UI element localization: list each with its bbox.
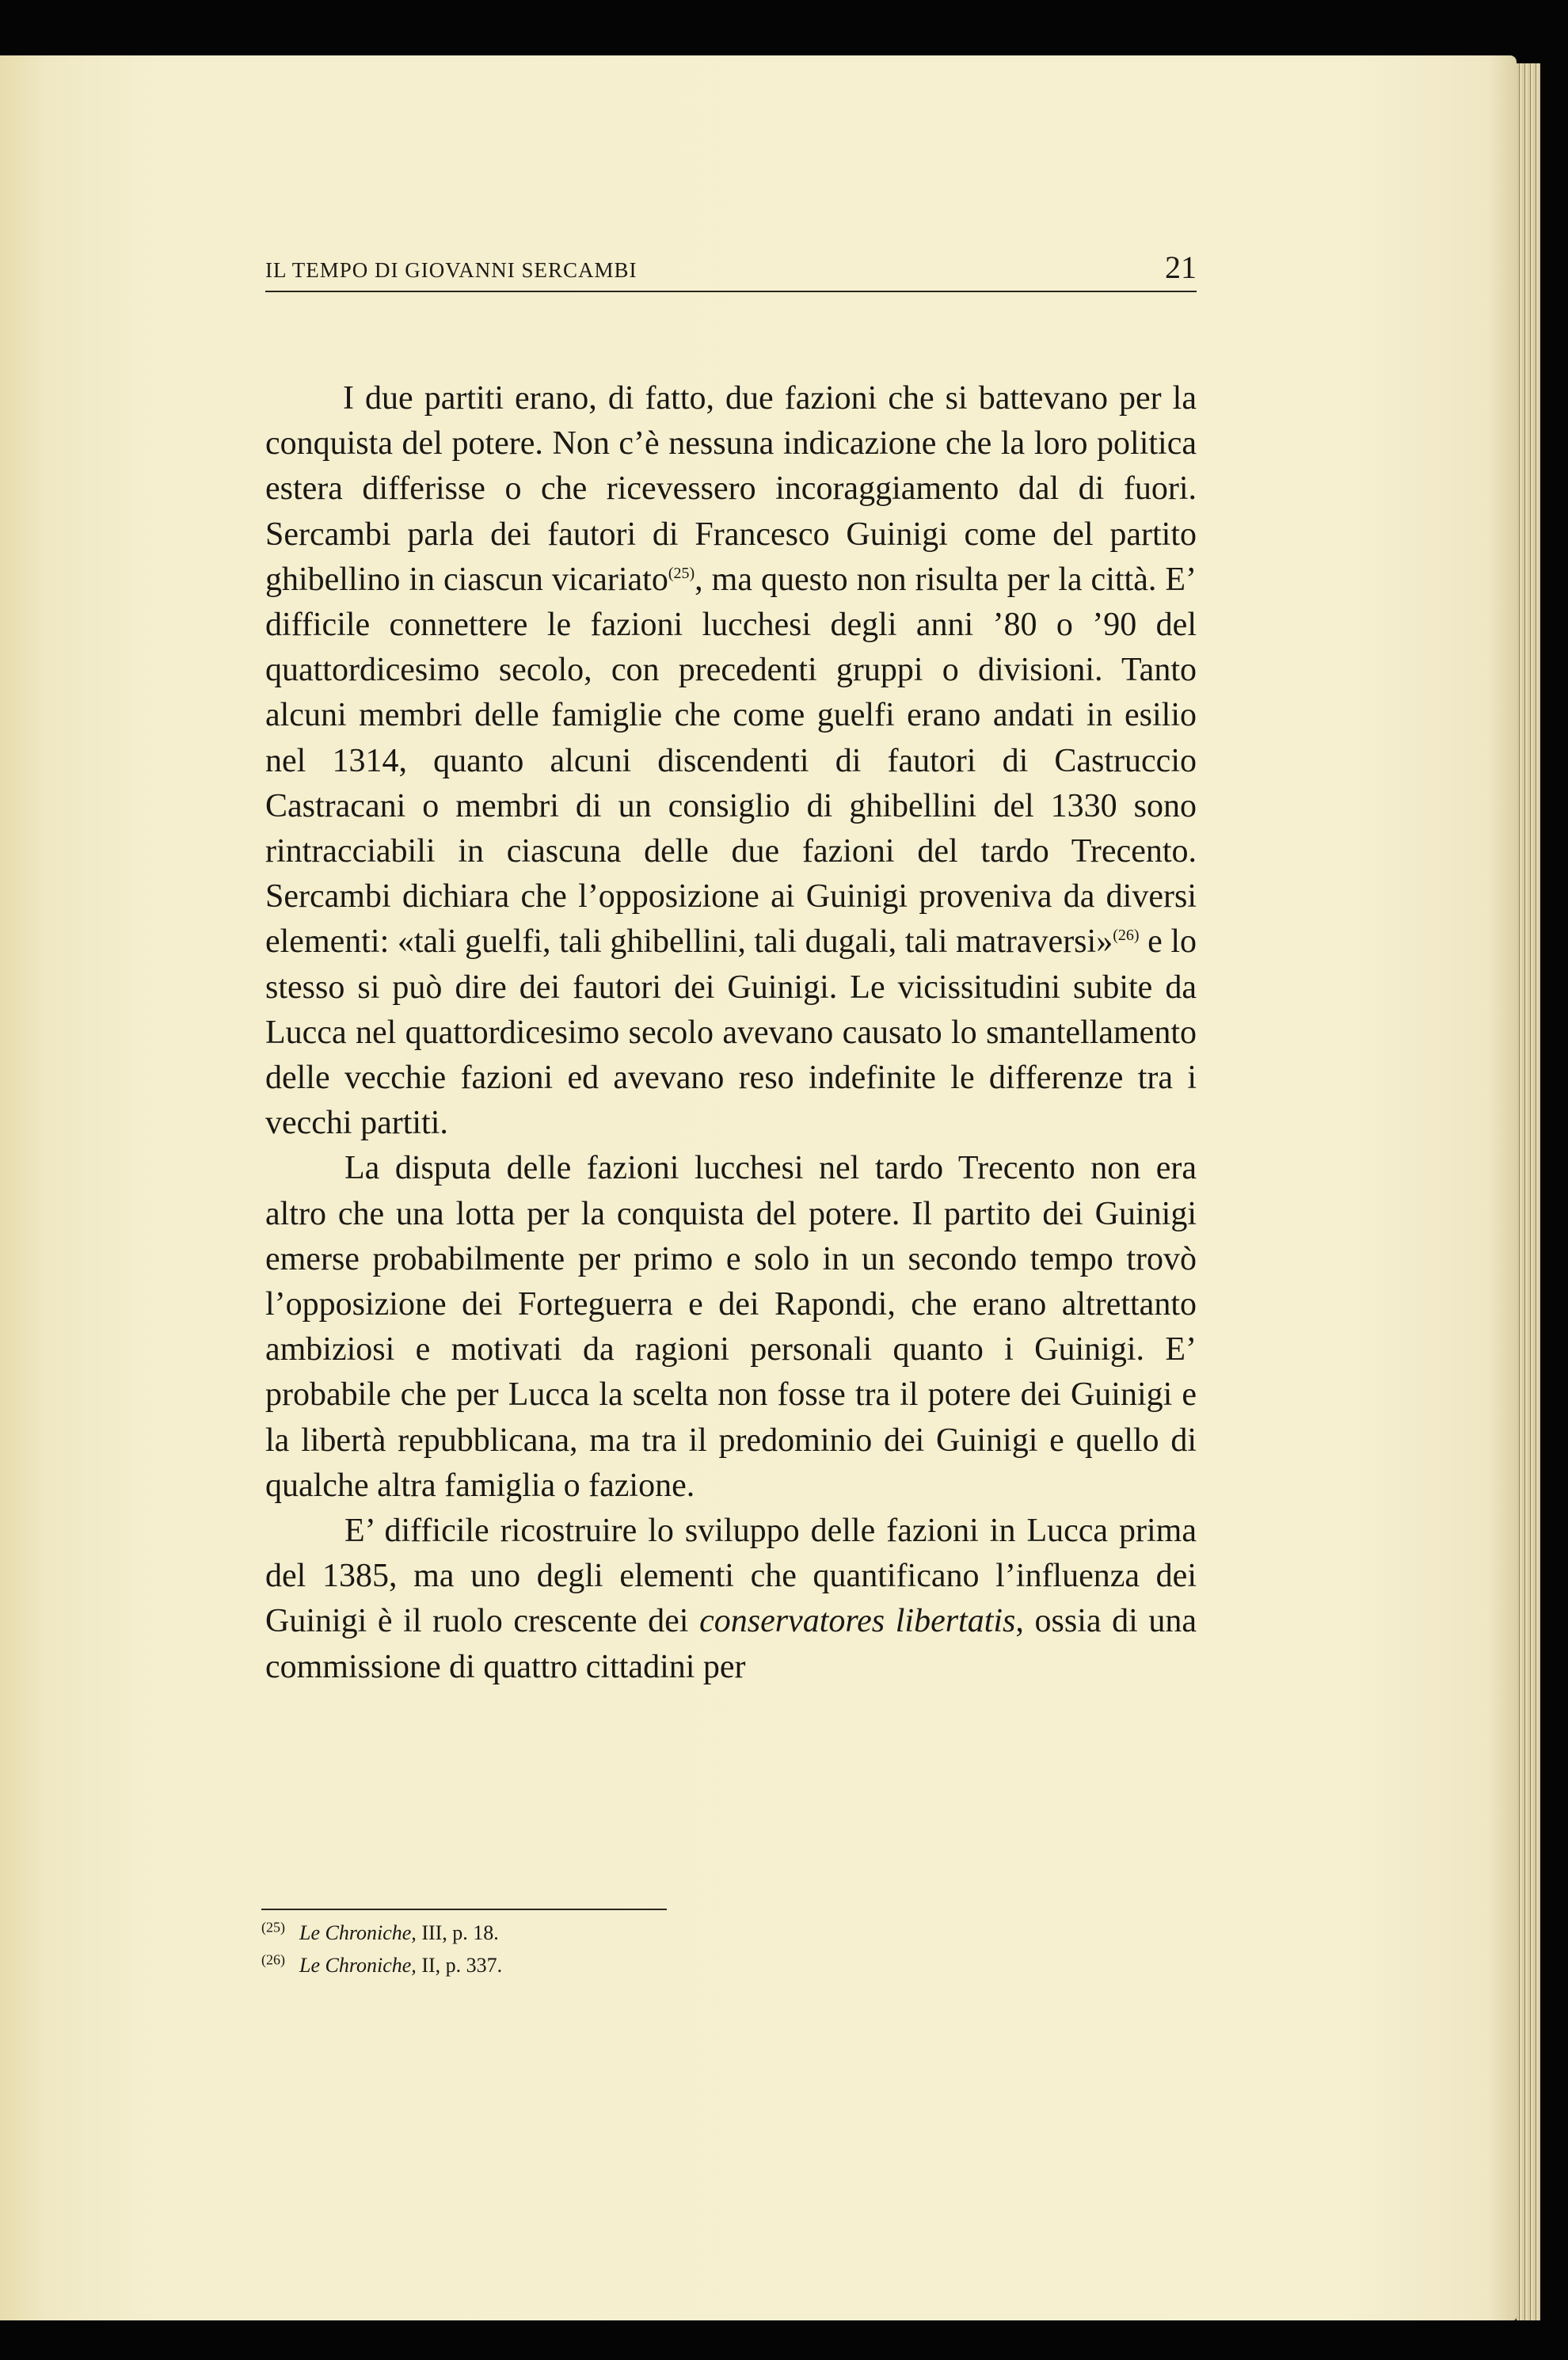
- page-number: 21: [1165, 249, 1197, 285]
- footnote-divider: [261, 1909, 667, 1910]
- paragraph-1: [265, 376, 1197, 1146]
- paragraph-3-part-1: E’ difficile ricostruire lo sviluppo delle fazioni in Lucca prima del 1385, ma uno degli elementi che quantificano l’influenza dei Guinigi è il ruolo crescente dei: [265, 1513, 1197, 1640]
- paragraph-1-part-3: e lo stesso si può dire dei fautori dei Guinigi. Le vicissitudini subite da Lucca nel quattordicesimo secolo avevano causato lo smantellamento delle vecchie fazioni ed avevano reso indefinite le differenze tra i vecchi partiti.: [265, 923, 1197, 1142]
- paragraph-3: [265, 1509, 1197, 1690]
- page-edges: [1517, 63, 1540, 2320]
- footnote-25-cite: Le Chroniche,: [299, 1921, 417, 1944]
- body-text: [265, 376, 1197, 1690]
- footnote-26-mark: (26): [261, 1951, 285, 1968]
- running-title: IL TEMPO DI GIOVANNI SERCAMBI: [265, 258, 637, 282]
- footnotes: [261, 1917, 895, 1981]
- footnote-ref-25: (25): [668, 564, 695, 582]
- footnote-ref-26: (26): [1113, 927, 1140, 945]
- running-head: [265, 242, 1197, 292]
- footnote-26: [261, 1949, 895, 1981]
- footnote-26-ref: II, p. 337.: [416, 1954, 503, 1977]
- footnote-25-ref: III, p. 18.: [416, 1921, 499, 1944]
- footnote-26-cite: Le Chroniche,: [299, 1954, 417, 1977]
- paragraph-1-part-1: I due partiti erano, di fatto, due fazioni che si battevano per la conquista del potere. Non c’è nessuna indicazione che la loro politica estera differisse o che ricevessero incoraggiamento dal di fuori. Sercambi parla dei fautori di Francesco Guinigi come del partito ghibellino in ciascun vicariato: [265, 380, 1197, 598]
- footnote-25: [261, 1917, 895, 1949]
- paragraph-1-part-2: , ma questo non risulta per la città. E’ difficile connettere le fazioni lucchesi degli anni ’80 o ’90 del quattordicesimo secolo, con precedenti gruppi o divisioni. Tanto alcuni membri delle famiglie che come guelfi erano andati in esilio nel 1314, quanto alcuni discendenti di fautori di Castruccio Castracani o membri di un consiglio di ghibellini del 1330 sono rintracciabili in ciascuna delle due fazioni del tardo Trecento. Sercambi dichiara che l’opposizione ai Guinigi proveniva da diversi elementi: «tali guelfi, tali ghibellini, tali dugali, tali matraversi»: [265, 561, 1197, 961]
- footnote-25-mark: (25): [261, 1919, 285, 1936]
- paragraph-3-part-2: , ossia di una commissione di quattro cittadini per: [265, 1603, 1197, 1685]
- paragraph-3-italic: conservatores libertatis: [699, 1603, 1016, 1640]
- paragraph-2: La disputa delle fazioni lucchesi nel tardo Trecento non era altro che una lotta per la conquista del potere. Il partito dei Guinigi emerse probabilmente per primo e solo in un secondo tempo trovò l’opposizione dei Forteguerra e dei Rapondi, che erano altrettanto ambiziosi e motivati da ragioni personali quanto i Guinigi. E’ probabile che per Lucca la scelta non fosse tra il potere dei Guinigi e la libertà repubblicana, ma tra il predominio dei Guinigi e quello di qualche altra famiglia o fazione.: [265, 1150, 1197, 1504]
